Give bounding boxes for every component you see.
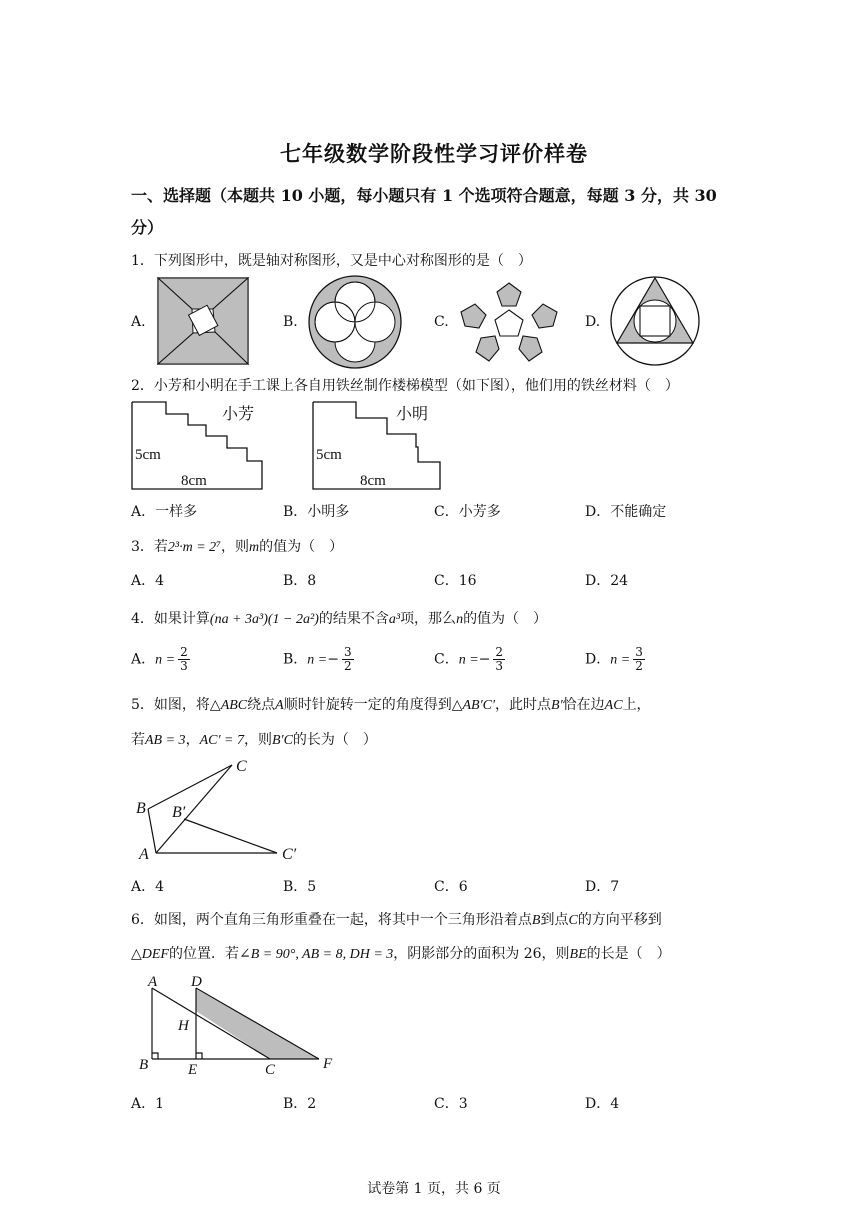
label-C6: C — [265, 1062, 276, 1078]
four-circles-icon — [307, 275, 403, 369]
q6-text-d: 的位置．若 — [168, 946, 239, 962]
q5-text-c: 顺时针旋转一定的角度得到 — [283, 697, 452, 713]
label-E: E — [188, 1062, 198, 1078]
q5-segment-bpc: B′C — [271, 733, 293, 748]
question-1-stem: 1．下列图形中，既是轴对称图形，又是中心对称图形的是（ ） — [131, 253, 532, 269]
q1-option-c: C. — [434, 314, 449, 330]
q1-option-b: B. — [283, 314, 298, 330]
right-width-label: 8cm — [360, 473, 386, 489]
q6-segment-be: BE — [569, 947, 587, 962]
q5-point-bp: B′ — [551, 698, 563, 713]
label-B6: B — [139, 1057, 149, 1073]
q4-c-den: 3 — [495, 659, 504, 674]
q4-d-den: 2 — [635, 659, 643, 674]
q6-conditions: ∠B = 90°, AB = 8, DH = 3 — [238, 947, 394, 962]
q4-variable: n — [456, 612, 464, 627]
label-Cprime: C′ — [282, 846, 297, 863]
q2-option-b: B．小明多 — [283, 504, 350, 520]
section-header-line2: 分） — [131, 218, 164, 237]
q5-option-c: C．6 — [434, 879, 468, 895]
xiaoming-label: 小明 — [396, 406, 429, 423]
q5-text-d: ，此时点 — [495, 697, 552, 713]
staircase-left-figure — [131, 401, 266, 493]
question-6-line2 — [131, 943, 671, 963]
q2-option-d: D．不能确定 — [585, 504, 667, 520]
pentagon-ring-icon — [458, 278, 560, 364]
label-D: D — [191, 974, 202, 990]
q4-d-num: 3 — [635, 645, 643, 659]
q6-text-b: 到点 — [540, 912, 569, 928]
q4-text-d: 的值为（ ） — [463, 611, 548, 627]
q5-text-e: 恰在边 — [562, 697, 605, 713]
q4-b-num: 3 — [343, 645, 352, 659]
q6-text-e: ，阴影部分的面积为 26，则 — [393, 946, 570, 962]
right-height-label: 5cm — [316, 447, 342, 463]
q4-d-lhs: n = — [610, 652, 631, 668]
q4-a-label: A． — [131, 651, 156, 668]
q4-a-fraction — [178, 646, 190, 673]
q5-segment-ac: AC — [604, 698, 623, 713]
xiaofang-label: 小芳 — [222, 406, 255, 423]
q6-option-a: A．1 — [131, 1096, 165, 1112]
q4-c-num: 2 — [495, 645, 504, 659]
q4-b-lhs: n = — [307, 652, 328, 668]
q4-a-den: 3 — [180, 659, 188, 674]
left-height-label: 5cm — [135, 447, 161, 463]
label-Bprime: B′ — [172, 804, 186, 821]
q5-option-b: B．5 — [283, 879, 317, 895]
q5-text-g: 若 — [131, 732, 145, 748]
q6-triangle-def: △DEF — [131, 947, 169, 962]
q5-triangle-1: △ABC — [209, 698, 248, 713]
label-H: H — [178, 1018, 189, 1034]
q4-text-b: 的结果不含 — [318, 611, 389, 627]
page-title: 七年级数学阶段性学习评价样卷 — [280, 141, 588, 166]
q2-option-c: C．小芳多 — [434, 504, 501, 520]
question-4-stem — [131, 608, 547, 628]
q3-text-a: 3．若 — [131, 539, 168, 555]
q5-text-a: 5．如图，将 — [131, 697, 210, 713]
label-B: B — [136, 800, 146, 817]
q4-b-den: 2 — [343, 659, 352, 674]
q3-option-c: C．16 — [434, 573, 477, 589]
q6-point-b: B — [531, 913, 541, 928]
q4-option-b — [283, 646, 354, 673]
label-A: A — [139, 846, 149, 863]
q5-eq-ab: AB = 3 — [145, 733, 186, 748]
q4-b-fraction — [342, 646, 354, 673]
q4-expression: (na + 3a³)(1 − 2a²) — [209, 612, 319, 627]
q6-option-d: D．4 — [585, 1096, 620, 1112]
question-6-line1 — [131, 909, 662, 929]
section-header-line1: 一、选择题（本题共 10 小题，每小题只有 1 个选项符合题意，每题 3 分，共 30 — [131, 186, 717, 205]
q3-option-b: B．8 — [283, 573, 317, 589]
question-5-line2 — [131, 729, 377, 749]
q4-c-fraction — [493, 646, 505, 673]
q6-text-a: 6．如图，两个直角三角形重叠在一起，将其中一个三角形沿着点 — [131, 912, 532, 928]
label-F: F — [323, 1056, 333, 1072]
label-C: C — [236, 758, 247, 775]
label-A6: A — [148, 974, 158, 990]
q4-text-c: 项，那么 — [400, 611, 457, 627]
q4-c-label: C． — [434, 651, 459, 668]
question-2-stem: 2．小芳和小明在手工课上各自用铁丝制作楼梯模型（如下图），他们用的铁丝材料（ ） — [131, 378, 679, 394]
q5-option-d: D．7 — [585, 879, 620, 895]
q6-text-f: 的长是（ ） — [586, 946, 671, 962]
q3-text-b: ，则 — [221, 539, 250, 555]
q4-option-c — [434, 646, 505, 673]
translation-triangles-figure — [134, 970, 344, 1082]
q5-option-a: A．4 — [131, 879, 165, 895]
q5-text-f: 上， — [622, 697, 651, 713]
q4-d-fraction — [633, 646, 645, 673]
q6-option-b: B．2 — [283, 1096, 317, 1112]
q2-option-a: A．一样多 — [131, 504, 198, 520]
rotation-triangle-figure — [130, 755, 310, 867]
q6-option-c: C．3 — [434, 1096, 468, 1112]
square-pinwheel-icon — [157, 277, 249, 365]
q4-term: a³ — [388, 612, 401, 627]
q3-expression: 2³·m = 2⁷ — [167, 540, 222, 555]
question-3-stem — [131, 536, 343, 556]
q6-point-c: C — [568, 913, 578, 928]
q4-text-a: 4．如果计算 — [131, 611, 210, 627]
q4-a-num: 2 — [180, 645, 188, 659]
left-width-label: 8cm — [181, 473, 207, 489]
q6-text-c: 的方向平移到 — [577, 912, 662, 928]
q4-a-lhs: n = — [155, 652, 176, 668]
q4-b-label: B． — [283, 651, 308, 668]
q5-triangle-2: △AB′C′ — [451, 698, 496, 713]
staircase-right-figure — [312, 401, 447, 493]
q5-text-h: ， — [185, 732, 200, 748]
q4-d-label: D． — [585, 651, 611, 668]
q3-text-c: 的值为（ ） — [259, 539, 344, 555]
q4-b-sign: − — [327, 651, 339, 668]
q3-option-a: A．4 — [131, 573, 165, 589]
q4-c-lhs: n = — [458, 652, 479, 668]
q1-option-a: A. — [131, 314, 146, 330]
q5-text-j: 的长为（ ） — [292, 732, 377, 748]
page-footer: 试卷第 1 页，共 6 页 — [367, 1181, 501, 1197]
q5-eq-acp: AC′ = 7 — [199, 733, 244, 748]
question-5-line1 — [131, 694, 651, 714]
q5-text-i: ，则 — [243, 732, 272, 748]
q3-variable: m — [249, 540, 260, 555]
q4-option-a — [131, 646, 190, 673]
q3-option-d: D．24 — [585, 573, 629, 589]
q4-c-sign: − — [478, 651, 491, 668]
q1-option-d: D. — [585, 314, 601, 330]
circle-triangle-square-icon — [609, 275, 701, 367]
q4-option-d — [585, 646, 645, 673]
q5-point-a: A — [275, 698, 284, 713]
q5-text-b: 绕点 — [247, 697, 276, 713]
